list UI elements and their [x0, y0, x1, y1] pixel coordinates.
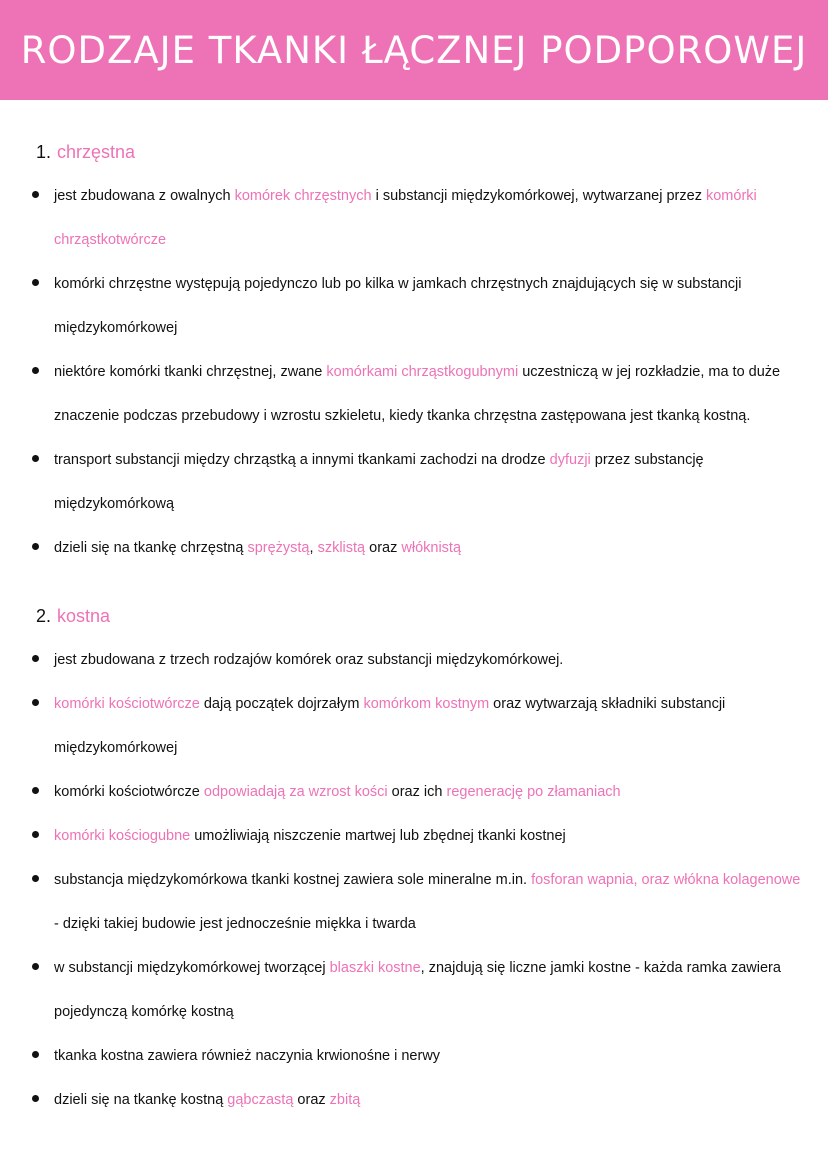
item-text: , znajdują się liczne jamki kostne - każda ramka zawiera pojedynczą komórkę kostną: [54, 960, 781, 1020]
highlighted-term: komórki kościogubne: [54, 828, 191, 844]
list-item: [30, 858, 804, 946]
highlighted-term: komórki kościotwórcze: [54, 696, 200, 712]
bullet-icon: [32, 543, 39, 550]
list-item: [30, 682, 804, 770]
bullet-icon: [32, 1051, 39, 1058]
bullet-list: [30, 174, 804, 570]
item-text: jest zbudowana z trzech rodzajów komórek oraz substancji międzykomórkowej.: [54, 652, 564, 668]
item-text: w substancji międzykomórkowej tworzącej: [54, 960, 330, 976]
item-text: oraz ich: [387, 784, 447, 800]
highlighted-term: gąbczastą: [227, 1092, 294, 1108]
bullet-icon: [32, 455, 39, 462]
section-chrzestna: [30, 138, 804, 570]
highlighted-term: komórek chrzęstnych: [234, 188, 372, 204]
bullet-icon: [32, 831, 39, 838]
item-text: przez substancję międzykomórkową: [54, 452, 704, 512]
title-banner: [0, 0, 828, 100]
bullet-icon: [32, 1095, 39, 1102]
item-text: komórki kościotwórcze: [54, 784, 204, 800]
highlighted-term: blaszki kostne: [329, 960, 421, 976]
bullet-list: [30, 638, 804, 1122]
bullet-icon: [32, 367, 39, 374]
bullet-icon: [32, 963, 39, 970]
item-text: oraz: [365, 540, 402, 556]
bullet-icon: [32, 875, 39, 882]
highlighted-term: zbitą: [329, 1092, 361, 1108]
list-item: [30, 526, 804, 570]
highlighted-term: szklistą: [317, 540, 366, 556]
section-name: kostna: [57, 606, 111, 626]
item-text: - dzięki takiej budowie jest jednocześnie miękka i twarda: [54, 916, 416, 932]
item-text: niektóre komórki tkanki chrzęstnej, zwane: [54, 364, 327, 380]
list-item: [30, 638, 804, 682]
item-text: substancja międzykomórkowa tkanki kostnej zawiera sole mineralne m.in.: [54, 872, 532, 888]
item-text: oraz wytwarzają składniki substancji międzykomórkowej: [54, 696, 726, 756]
list-item: [30, 262, 804, 350]
list-item: [30, 1078, 804, 1122]
item-text: i substancji międzykomórkowej, wytwarzanej przez: [371, 188, 706, 204]
item-text: dają początek dojrzałym: [199, 696, 364, 712]
item-text: ,: [309, 540, 318, 556]
section-title: [36, 138, 804, 166]
highlighted-term: komórkami chrząstkogubnymi: [326, 364, 519, 380]
list-item: [30, 174, 804, 262]
item-text: tkanka kostna zawiera również naczynia krwionośne i nerwy: [54, 1048, 441, 1064]
highlighted-term: fosforan wapnia, oraz włókna kolagenowe: [531, 872, 801, 888]
item-text: oraz: [293, 1092, 330, 1108]
bullet-icon: [32, 655, 39, 662]
highlighted-term: odpowiadają za wzrost kości: [203, 784, 388, 800]
item-text: jest zbudowana z owalnych: [54, 188, 235, 204]
section-title: [36, 602, 804, 630]
item-text: dzieli się na tkankę kostną: [54, 1092, 228, 1108]
section-kostna: [30, 602, 804, 1122]
section-number: 1.: [36, 142, 52, 162]
page-title: RODZAJE TKANKI ŁĄCZNEJ PODPOROWEJ: [20, 28, 808, 72]
bullet-icon: [32, 699, 39, 706]
highlighted-term: regenerację po złamaniach: [446, 784, 621, 800]
highlighted-term: komórkom kostnym: [363, 696, 490, 712]
list-item: [30, 438, 804, 526]
section-name: chrzęstna: [57, 142, 136, 162]
list-item: [30, 350, 804, 438]
list-item: [30, 770, 804, 814]
bullet-icon: [32, 787, 39, 794]
highlighted-term: dyfuzji: [549, 452, 591, 468]
item-text: transport substancji między chrząstką a innymi tkankami zachodzi na drodze: [54, 452, 550, 468]
list-item: [30, 1034, 804, 1078]
item-text: komórki chrzęstne występują pojedynczo lub po kilka w jamkach chrzęstnych znajdujących się w substancji międzykomórkowej: [54, 276, 742, 336]
bullet-icon: [32, 191, 39, 198]
highlighted-term: włóknistą: [401, 540, 462, 556]
section-number: 2.: [36, 606, 52, 626]
bullet-icon: [32, 279, 39, 286]
highlighted-term: sprężystą: [247, 540, 310, 556]
item-text: umożliwiają niszczenie martwej lub zbędnej tkanki kostnej: [190, 828, 566, 844]
list-item: [30, 814, 804, 858]
item-text: dzieli się na tkankę chrzęstną: [54, 540, 248, 556]
highlighted-term: komórki chrząstkotwórcze: [54, 188, 757, 248]
list-item: [30, 946, 804, 1034]
item-text: uczestniczą w jej rozkładzie, ma to duże znaczenie podczas przebudowy i wzrostu szkieletu, kiedy tkanka chrzęstna zastępowana jest tkanką kostną.: [54, 364, 781, 424]
content: [0, 100, 828, 1122]
